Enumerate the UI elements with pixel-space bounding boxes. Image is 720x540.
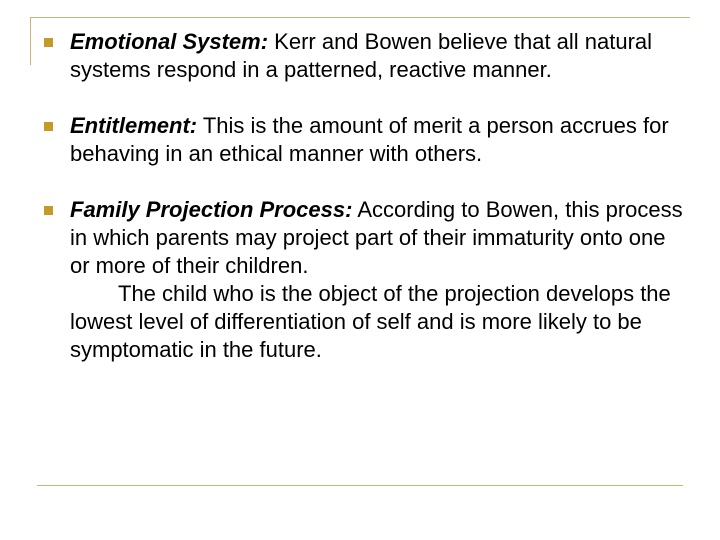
- bullet-square-icon: [44, 38, 53, 47]
- bullet-square-icon: [44, 122, 53, 131]
- bullet-square-icon: [44, 206, 53, 215]
- definition-emotional-system: Kerr and Bowen believe that all natural systems respond in a patterned, reactive manner.: [70, 29, 653, 82]
- term-entitlement: Entitlement:: [70, 113, 198, 138]
- definition-family-projection: According to Bowen, this process in which parents may project part of their immaturity onto one or more of their children.: [70, 197, 683, 278]
- bullet-item-entitlement: [44, 112, 684, 168]
- frame-line-bottom: [37, 485, 683, 486]
- term-emotional-system: Emotional System:: [70, 29, 269, 54]
- definition-family-projection-continuation: The child who is the object of the projection develops the lowest level of differentiation of self and is more likely to be symptomatic in the future.: [70, 281, 671, 362]
- bullet-item-family-projection: [44, 196, 684, 364]
- definition-entitlement: This is the amount of merit a person accrues for behaving in an ethical manner with others.: [70, 113, 669, 166]
- slide-content: [44, 28, 684, 392]
- frame-line-left: [30, 17, 31, 65]
- term-family-projection: Family Projection Process:: [70, 197, 353, 222]
- frame-line-top: [30, 17, 690, 18]
- bullet-item-emotional-system: [44, 28, 684, 84]
